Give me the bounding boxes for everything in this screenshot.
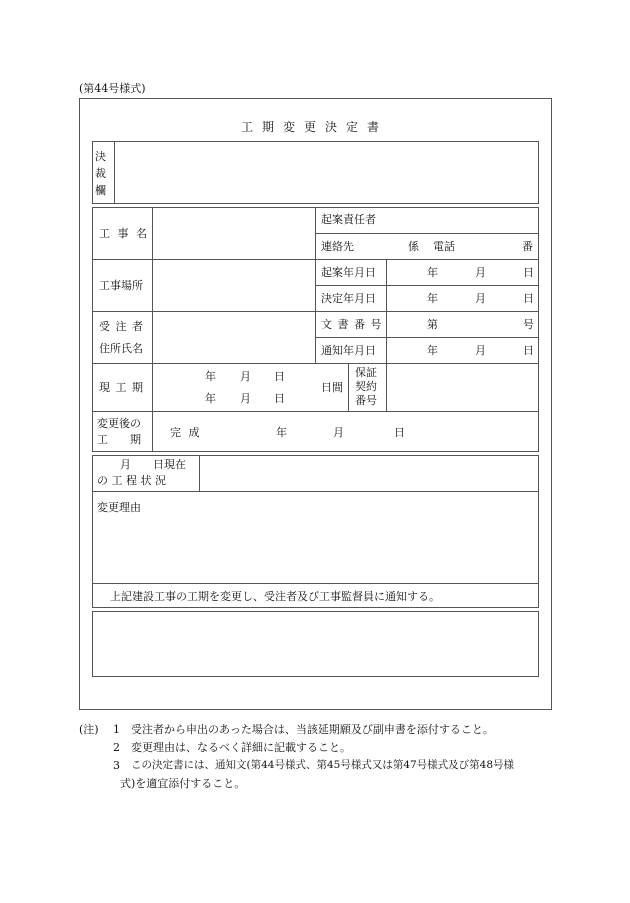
gen-koki-end-tsuki: 月: [240, 392, 251, 405]
henko-go-box: [92, 412, 539, 452]
note-3-text: この決定書には、通知文(第44号様式、第45号様式又は第47号様式及び第48号様: [131, 759, 515, 771]
kettei-date-nen: 年: [427, 292, 438, 305]
statement-text: 上記建設工事の工期を変更し、受注者及び工事監督員に通知する。: [110, 590, 440, 603]
form-number: (第44号様式): [79, 82, 146, 95]
kettei-date-label: 決定年月日: [321, 292, 376, 305]
gen-koki-label: 現 工 期: [99, 381, 144, 394]
bunsho-bango-label: 文 書 番 号: [321, 318, 383, 331]
kettei-date-hi: 日: [523, 292, 534, 305]
kansei-label: 完 成: [170, 426, 202, 439]
koji-mei-label: 工 事 名: [99, 227, 149, 240]
denwa-label: 電話: [433, 240, 455, 253]
bunsho-dai: 第: [427, 318, 438, 331]
note-2-text: 変更理由は、なるべく詳細に記載すること。: [131, 741, 351, 754]
kian-date-label: 起案年月日: [321, 266, 376, 279]
henko-go-label2: 工 期: [97, 433, 141, 446]
koji-basho-label: 工事場所: [99, 279, 143, 292]
kian-sekininsha-label: 起案責任者: [321, 213, 376, 226]
henko-go-label1: 変更後の: [97, 417, 141, 430]
note-3-num: 3: [113, 759, 120, 772]
notes-prefix: (注): [79, 723, 99, 736]
kettei-date-tsuki: 月: [475, 292, 486, 305]
koji-basho-field[interactable]: [154, 261, 313, 309]
gen-koki-start-nen: 年: [205, 370, 216, 383]
note-1-num: 1: [113, 723, 120, 736]
tsuchi-date-nen: 年: [427, 344, 438, 357]
gen-koki-start-tsuki: 月: [240, 370, 251, 383]
kian-date-nen: 年: [427, 266, 438, 279]
koji-mei-field[interactable]: [154, 209, 313, 257]
tsuchi-date-hi: 日: [523, 344, 534, 357]
henko-go-tsuki: 月: [333, 426, 344, 439]
henko-go-hi: 日: [394, 426, 405, 439]
nichikan-label: 日間: [321, 381, 343, 394]
jusho-shimei-label: 住所氏名: [99, 342, 143, 355]
juchusha-field[interactable]: [154, 313, 313, 361]
bottom-field[interactable]: [94, 613, 537, 675]
tsuchi-date-tsuki: 月: [475, 344, 486, 357]
gen-koki-end-nen: 年: [205, 392, 216, 405]
ban-label: 番: [522, 240, 533, 253]
henko-riyu-field[interactable]: [94, 518, 537, 582]
kian-date-hi: 日: [523, 266, 534, 279]
hosho-label: 保証 契約 番号: [355, 366, 377, 407]
note-3-continuation: 式)を適宜添付すること。: [120, 777, 246, 790]
gen-koki-end-hi: 日: [274, 392, 285, 405]
juchusha-label: 受 注 者: [99, 320, 144, 333]
henko-riyu-label: 変更理由: [97, 501, 141, 514]
note-2-num: 2: [113, 741, 120, 754]
gen-koki-start-hi: 日: [274, 370, 285, 383]
renrakusaki-label: 連絡先: [321, 240, 354, 253]
koutei-label2: の 工 程 状 況: [97, 474, 166, 487]
kessai-label: 決 裁 欄: [95, 150, 106, 197]
kian-date-tsuki: 月: [475, 266, 486, 279]
hosho-field[interactable]: [388, 365, 537, 410]
tsuchi-date-label: 通知年月日: [321, 344, 376, 357]
henko-go-nen: 年: [276, 426, 287, 439]
form-title: 工期変更決定書: [241, 120, 389, 134]
kakari-label: 係: [408, 240, 419, 253]
koutei-field[interactable]: [201, 457, 537, 490]
note-1-text: 受注者から申出のあった場合は、当該延期願及び副申書を添付すること。: [131, 723, 494, 736]
koutei-label1: 月 日現在: [120, 458, 186, 471]
kessai-field[interactable]: [116, 143, 536, 202]
bunsho-go: 号: [523, 318, 534, 331]
